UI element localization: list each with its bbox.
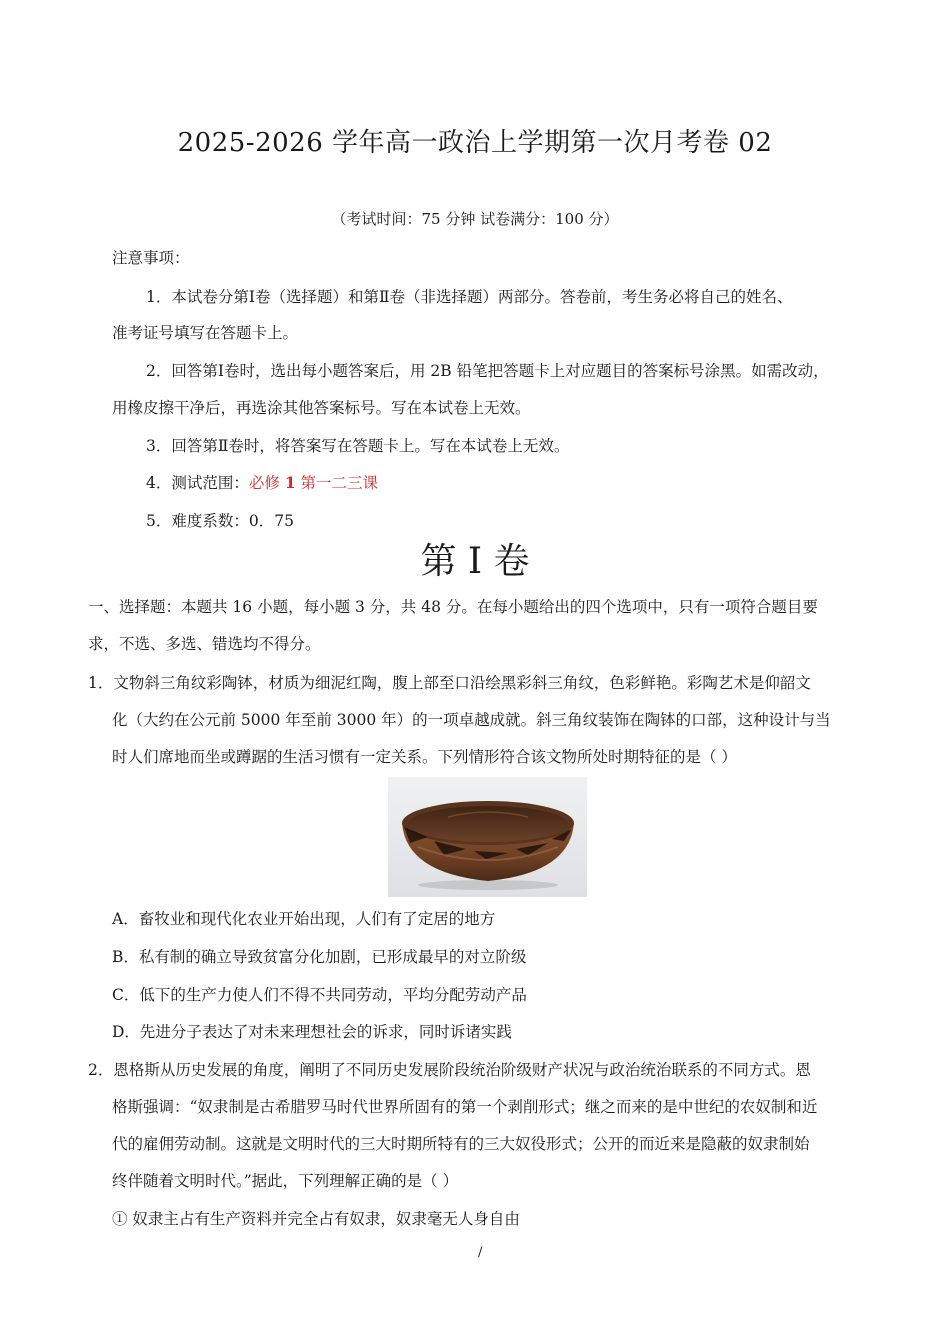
part1-instructions-line-2: 求，不选、多选、错选均不得分。: [88, 635, 321, 653]
page-footer: /: [478, 1245, 483, 1260]
test-scope: 必修 1 第一二三课: [248, 473, 379, 492]
q2-stem-line-1: 2．恩格斯从历史发展的角度，阐明了不同历史发展阶段统治阶级财产状况与政治统治联系的不同方式。恩: [88, 1061, 811, 1079]
q2-statement-1: ① 奴隶主占有生产资料并完全占有奴隶，奴隶毫无人身自由: [112, 1210, 520, 1228]
notice-item-5: 5．难度系数：0．75: [146, 512, 294, 530]
q2-stem-line-4: 终伴随着文明时代。”据此，下列理解正确的是（ ）: [112, 1172, 459, 1190]
q1-stem-line-1: 1．文物斜三角纹彩陶钵，材质为细泥红陶，腹上部至口沿绘黑彩斜三角纹，色彩鲜艳。彩陶艺术是仰韶文: [88, 674, 811, 692]
notice-item-4: [146, 472, 378, 494]
q1-option-d: D．先进分子表达了对未来理想社会的诉求，同时诉诸实践: [112, 1023, 512, 1041]
notice-item-1-line-2: 准考证号填写在答题卡上。: [112, 324, 299, 342]
notice-item-2-line-1: 2．回答第Ⅰ卷时，选出每小题答案后，用 2B 铅笔把答题卡上对应题目的答案标号涂黑。如需改动，: [146, 362, 829, 380]
q2-stem-line-3: 代的雇佣劳动制。这就是文明时代的三大时期所特有的三大奴役形式；公开的而近来是隐蔽的奴隶制始: [112, 1135, 810, 1153]
q1-option-b: B．私有制的确立导致贫富分化加剧，已形成最早的对立阶级: [112, 948, 527, 966]
q1-option-a: A．畜牧业和现代化农业开始出现，人们有了定居的地方: [112, 910, 496, 928]
q2-stem-line-2: 格斯强调：“奴隶制是古希腊罗马时代世界所固有的第一个剥削形式；继之而来的是中世纪的农奴制和近: [112, 1098, 818, 1116]
pottery-bowl-image: [388, 777, 587, 897]
q1-stem-line-2: 化（大约在公元前 5000 年至前 3000 年）的一项卓越成就。斜三角纹装饰在陶钵的口部，这种设计与当: [112, 711, 831, 729]
exam-info: （考试时间：75 分钟 试卷满分：100 分）: [331, 210, 619, 228]
q1-stem-line-3: 时人们席地而坐或蹲踞的生活习惯有一定关系。下列情形符合该文物所处时期特征的是（ ）: [112, 748, 737, 766]
section-title: 第 I 卷: [420, 541, 530, 582]
page-title: 2025-2026 学年高一政治上学期第一次月考卷 02: [177, 128, 773, 158]
notice-item-4-prefix: 4．测试范围：: [146, 474, 249, 492]
notice-item-2-line-2: 用橡皮擦干净后，再选涂其他答案标号。写在本试卷上无效。: [112, 399, 531, 417]
q1-option-c: C．低下的生产力使人们不得不共同劳动，平均分配劳动产品: [112, 986, 527, 1004]
part1-instructions-line-1: 一、选择题：本题共 16 小题，每小题 3 分，共 48 分。在每小题给出的四个选项中，只有一项符合题目要: [88, 598, 818, 616]
notice-item-1-line-1: 1．本试卷分第Ⅰ卷（选择题）和第Ⅱ卷（非选择题）两部分。答卷前，考生务必将自己的姓名、: [146, 288, 793, 306]
notice-item-3: 3．回答第Ⅱ卷时，将答案写在答题卡上。写在本试卷上无效。: [146, 437, 570, 455]
notice-heading: 注意事项：: [112, 249, 190, 267]
